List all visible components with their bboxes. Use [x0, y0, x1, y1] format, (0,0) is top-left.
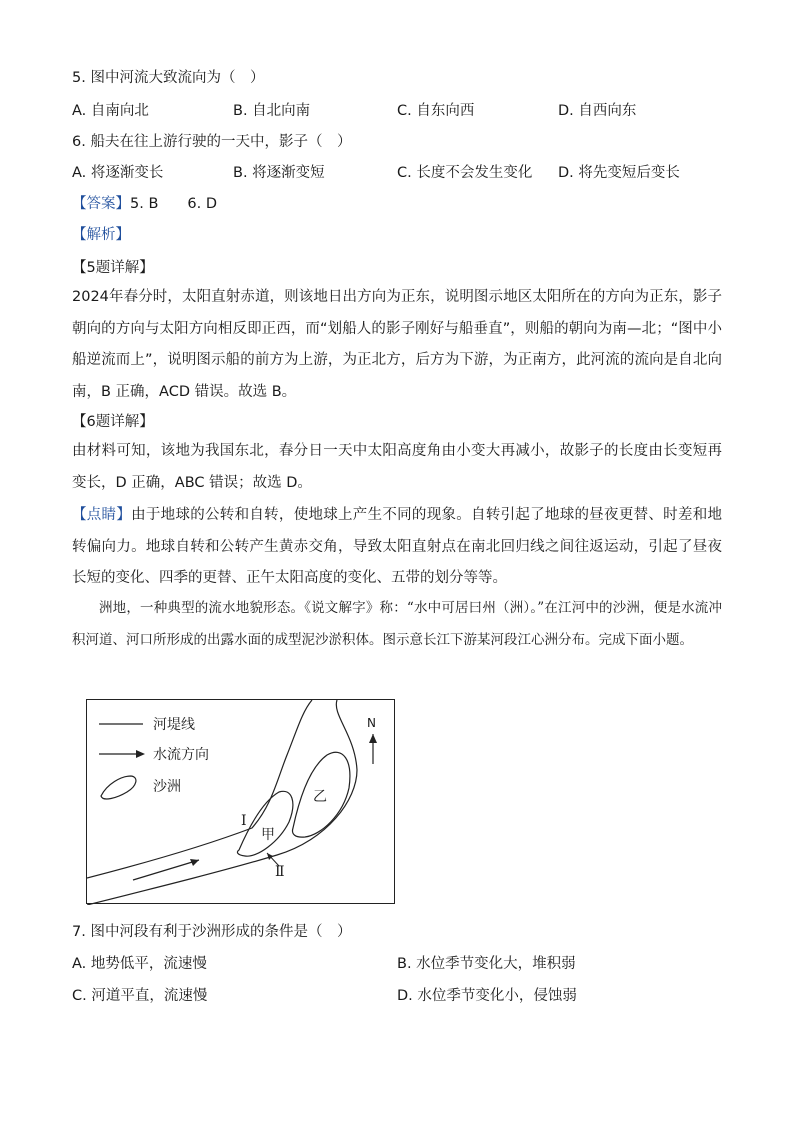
- label-2: Ⅱ: [275, 864, 285, 880]
- detail-6-text: 由材料可知，该地为我国东北，春分日一天中太阳高度角由小变大再减小，故影子的长度由长变短再变长，D 正确，ABC 错误；故选 D。: [72, 443, 722, 491]
- q5-option-a: A. 自南向北: [72, 103, 149, 119]
- answer-tag: 【答案】: [72, 196, 130, 212]
- q5-option-c: C. 自东向西: [397, 103, 475, 119]
- river-map-figure: [86, 699, 395, 904]
- detail-5-text: 2024年春分时，太阳直射赤道，则该地日出方向为正东，说明图示地区太阳所在的方向为正东，影子朝向的方向与太阳方向相反即正西，而“划船人的影子刚好与船垂直”，则船的朝向为南—北；“图中小船逆流而上”，说明图示船的前方为上游，为正北方，后方为下游，为正南方，此河流的流向是自北向南，B 正确，ACD 错误。故选 B。: [72, 289, 722, 400]
- q6-option-a: A. 将逐渐变长: [72, 165, 164, 181]
- label-1: Ⅰ: [241, 813, 247, 829]
- q6-option-b: B. 将逐渐变短: [233, 165, 325, 181]
- material-paragraph: 洲地，一种典型的流水地貌形态。《说文解字》称：“水中可居曰州（洲）。”在江河中的沙洲，便是水流冲积河道、河口所形成的出露水面的成型泥沙淤积体。图示意长江下游某河段江心洲分布。完成下面小题。: [72, 600, 722, 648]
- q6-option-c: C. 长度不会发生变化: [397, 165, 533, 181]
- tip-paragraph: [72, 500, 722, 595]
- answer-text: 5. B 6. D: [130, 196, 217, 212]
- q5-option-d: D. 自西向东: [558, 103, 637, 119]
- analysis-tag: 【解析】: [72, 227, 130, 243]
- legend-flow-arrow-icon: [136, 750, 145, 758]
- west-bank-line: [87, 700, 312, 878]
- tip-tag: 【点睛】: [72, 507, 132, 523]
- q7-option-d: D. 水位季节变化小，侵蚀弱: [397, 988, 577, 1004]
- question-5-stem: 5. 图中河流大致流向为（ ）: [72, 70, 265, 86]
- answer-line: [72, 192, 217, 213]
- river-map-svg: [87, 700, 396, 905]
- q6-option-d: D. 将先变短后变长: [558, 165, 680, 181]
- island-jia-label: 甲: [261, 827, 275, 843]
- legend-flow-label: 水流方向: [153, 747, 209, 763]
- detail-5-tag: 【5题详解】: [72, 260, 154, 276]
- north-label: N: [367, 716, 376, 730]
- q7-option-c: C. 河道平直，流速慢: [72, 988, 208, 1004]
- north-arrow-head: [369, 734, 377, 743]
- legend-sandbar-label: 沙洲: [153, 779, 181, 795]
- island-yi-label: 乙: [313, 789, 327, 805]
- q7-option-b: B. 水位季节变化大，堆积弱: [397, 956, 576, 972]
- q7-option-a: A. 地势低平，流速慢: [72, 956, 207, 972]
- question-6-stem: 6. 船夫在往上游行驶的一天中，影子（ ）: [72, 134, 352, 150]
- legend-bank-label: 河堤线: [153, 717, 195, 733]
- legend-sandbar-icon: [101, 776, 136, 799]
- tip-text: 由于地球的公转和自转，使地球上产生不同的现象。自转引起了地球的昼夜更替、时差和地转偏向力。地球自转和公转产生黄赤交角，导致太阳直射点在南北回归线之间往返运动，引起了昼夜长短的变化、四季的更替、正午太阳高度的变化、五带的划分等等。: [72, 507, 723, 586]
- detail-6-tag: 【6题详解】: [72, 414, 154, 430]
- q5-option-b: B. 自北向南: [233, 103, 311, 119]
- question-7-stem: 7. 图中河段有利于沙洲形成的条件是（ ）: [72, 924, 352, 940]
